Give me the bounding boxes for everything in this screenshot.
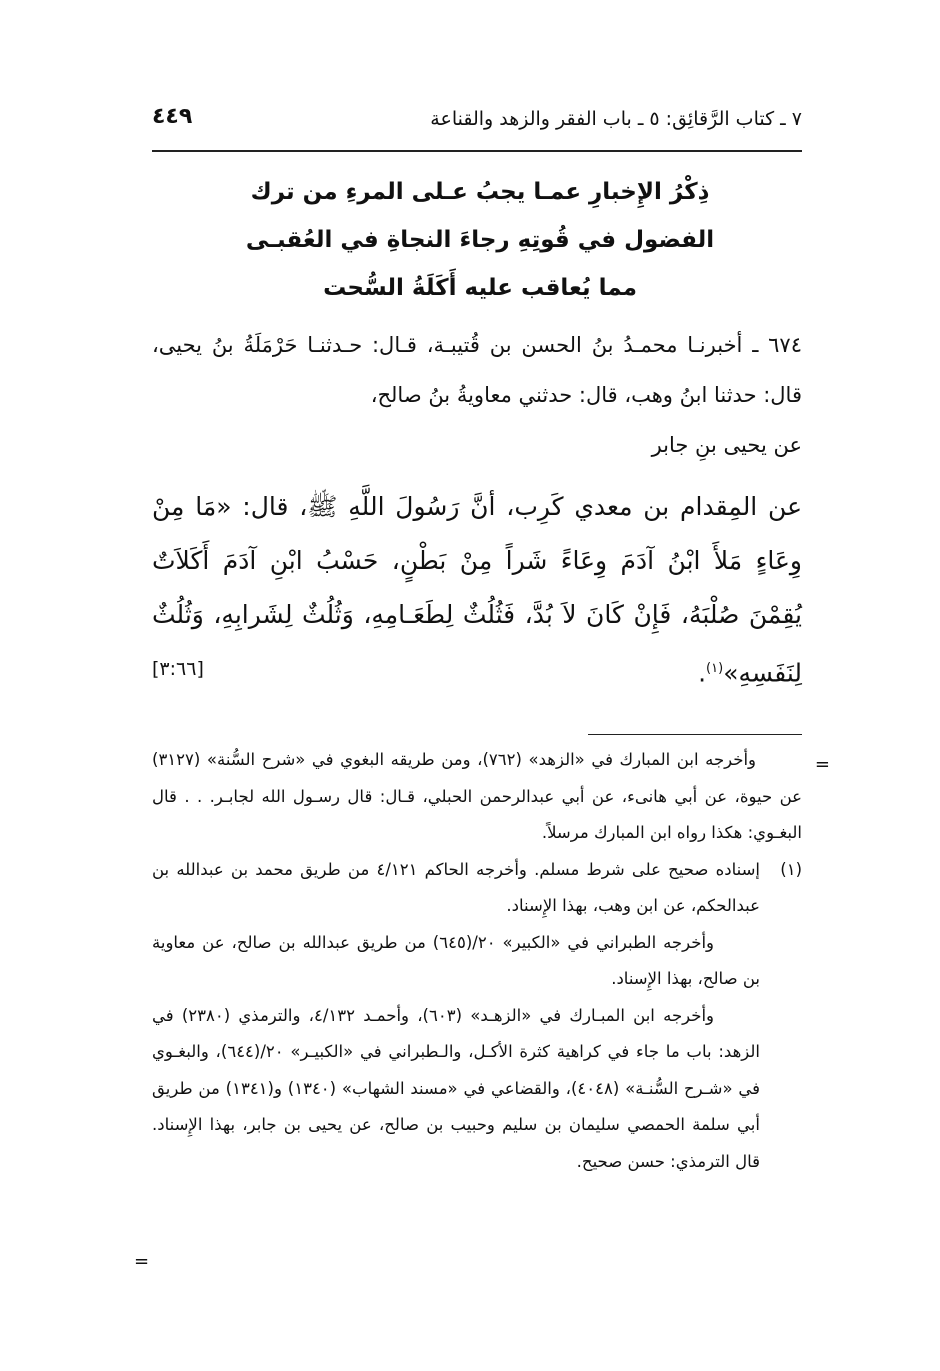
footnote-rule (588, 734, 802, 735)
continuation-mark: = (814, 754, 830, 775)
footnote-paragraph: إسناده صحيح على شرط مسلم. وأخرجه الحاكم ٤/١٢١ من طريق محمد بن عبدالله بن عبدالحكم، عن ابن وهب، بهذا الإِسناد. (152, 859, 760, 915)
continuation-mark: = (134, 1251, 150, 1272)
matn-end: . (698, 658, 707, 688)
matn-paragraph (152, 480, 802, 700)
matn-text: عن المِقدام بن معدي كَرِب، أنَّ رَسُولَ اللَّهِ ﷺ، قال: «مَا مِنْ وِعَاءٍ مَلأَ ابْنُ آدَمَ وِعَاءً شَراً مِنْ بَطْنٍ، حَسْبُ ابْنِ آدَمَ أَكَلاَتٌ يُقِمْنَ صُلْبَهُ، فَإِنْ كَانَ لاَ بُدَّ، فَثُلُثٌ لِطَعَـامِهِ، وَثُلُثٌ لِشَرابِهِ، وَثُلُثٌ لِنَفَسِهِ» (152, 492, 802, 688)
section-heading (180, 168, 780, 312)
footnote-paragraph: وأخرجه الطبراني في «الكبير» ٢٠/(٦٤٥) من طريق عبدالله بن صالح، عن معاوية بن صالح، بهذا الإِسناد. (152, 932, 760, 988)
isnad-paragraph: عن يحيى بنِ جابر (651, 433, 802, 457)
footnote-carry-over: وأخرجه ابن المبارك في «الزهد» (٧٦٢)، ومن طريقه البغوي في «شرح السُّنة» (٣١٢٧) عن حيوة، عن أبي هانىء، عن أبي عبدالرحمن الحبلي، قـال: قال رسـول الله لجابـر. . . قال البغـوي: هكذا رواه ابن المبارك مرسلاً. (152, 750, 802, 842)
heading-line: ذِكْرُ الإِخبارِ عمـا يجبُ عـلى المرءِ من ترك (250, 179, 710, 205)
hadith-matn (152, 480, 802, 700)
hadith-reference: [٣:٦٦] (152, 658, 204, 680)
footnote-ref[interactable]: (١) (706, 661, 724, 676)
chapter-title: ٧ ـ كتاب الرَّقائِق: ٥ ـ باب الفقر والزهد والقناعة (430, 108, 802, 130)
heading-line: الفضول في قُوتِهِ رجاءَ النجاةِ في العُقبـى (245, 227, 715, 253)
footnote-paragraph: وأخرجه ابن المبـارك في «الزهـد» (٦٠٣)، وأحمـد ٤/١٣٢، والترمذي (٢٣٨٠) في الزهد: باب ما جاء في كراهية كثرة الأكـل، والـطبراني في «الكبيـر» ٢٠/(٦٤٤)، والبغـوي في «شـرح السُّنـة» (٤٠٤٨)، والقضاعي في «مسند الشهاب» (١٣٤٠) و(١٣٤١) من طريق أبي سلمة الحمصي سليمان بن سليم وحبيب بن صالح، عن يحيى بن جابر، بهذا الإِسناد. قال الترمذي: حسن صحيح. (152, 1005, 761, 1171)
footnote-1-mark: (١) (780, 859, 802, 879)
isnad-paragraph: ٦٧٤ ـ أخبرنـا محمـدُ بنُ الحسن بن قُتيبـة، قـال: حـدثنـا حَرْمَلَةُ بنُ يحيى، قال: حدثنا ابنُ وهب، قال: حدثني معاويةُ بنُ صالح، (152, 333, 802, 407)
heading-line: مما يُعاقب عليه أَكَلَةُ السُّحت (323, 275, 637, 301)
hadith-isnad (152, 320, 802, 470)
page-number: ٤٤٩ (152, 104, 193, 129)
footnote-1 (152, 852, 802, 1181)
running-header (152, 100, 802, 140)
header-rule (152, 150, 802, 152)
footnotes (152, 742, 802, 1180)
